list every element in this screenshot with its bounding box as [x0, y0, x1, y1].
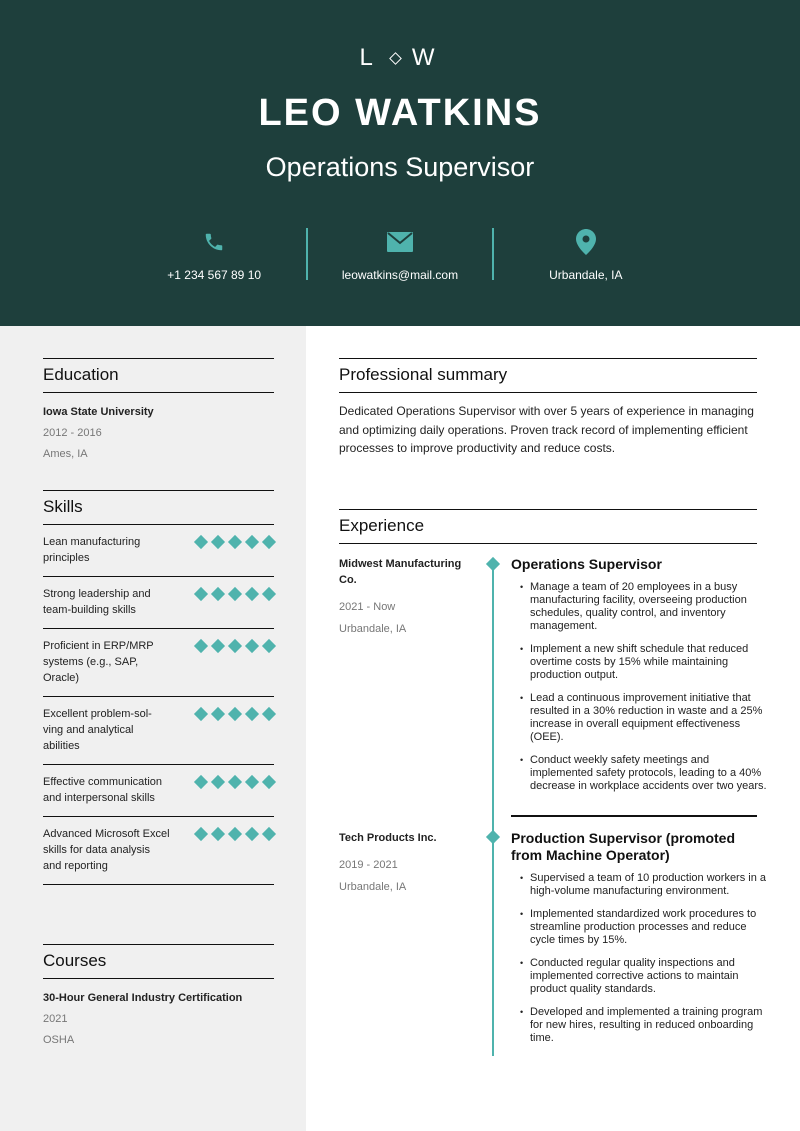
summary-text: Dedicated Operations Supervisor with over 5 years of experience in managing and optimizing daily operations. Proven track record of implementing efficient processes to improve productivity and reduce costs.	[339, 404, 754, 455]
job-bullet: • Conducted regular quality inspections and implemented corrective actions to maintain product quality standards.	[511, 957, 769, 996]
skill-name: Effective communication and interpersonal skills	[43, 776, 163, 804]
rating-diamond-icon	[245, 707, 259, 721]
skill-name: Advanced Microsoft Excel skills for data analysis and reporting	[43, 828, 170, 872]
monogram-right: W	[411, 44, 441, 71]
job-meta	[339, 556, 479, 635]
phone-text[interactable]: +1 234 567 89 10	[167, 268, 262, 282]
contact-bar	[122, 228, 678, 284]
rating-diamond-icon	[211, 535, 225, 549]
job-company: Midwest Manufacturing Co.	[339, 558, 462, 586]
summary-heading: Professional summary	[339, 358, 757, 393]
job-bullet: • Manage a team of 20 employees in a busy manufacturing facility, overseeing production schedules, quality control, and inventory management.	[511, 581, 769, 633]
diamond-icon	[389, 52, 402, 65]
skill-rating	[196, 774, 274, 806]
location-text: Urbandale, IA	[549, 268, 623, 282]
skill-name: Excellent problem-sol-ving and analytical abilities	[43, 708, 152, 752]
skill-rating	[196, 706, 274, 754]
course-year: 2021	[43, 1013, 68, 1025]
rating-diamond-icon	[211, 775, 225, 789]
education-location: Ames, IA	[43, 448, 88, 460]
job-divider	[511, 815, 757, 817]
skills-section	[43, 490, 274, 885]
experience-section	[339, 509, 757, 544]
rating-diamond-icon	[262, 707, 276, 721]
job-meta	[339, 830, 479, 893]
courses-section	[43, 944, 274, 1046]
rating-diamond-icon	[228, 535, 242, 549]
education-heading: Education	[43, 358, 274, 393]
rating-diamond-icon	[194, 587, 208, 601]
experience-timeline	[492, 563, 494, 1056]
rating-diamond-icon	[194, 775, 208, 789]
contact-email	[308, 228, 492, 284]
rating-diamond-icon	[262, 827, 276, 841]
summary-section	[339, 358, 757, 458]
candidate-name: LEO WATKINS	[258, 92, 542, 134]
experience-heading: Experience	[339, 509, 757, 544]
rating-diamond-icon	[245, 535, 259, 549]
rating-diamond-icon	[228, 707, 242, 721]
skill-rating	[196, 826, 274, 874]
rating-diamond-icon	[211, 587, 225, 601]
skill-row	[43, 629, 274, 697]
monogram-left: L	[359, 44, 379, 71]
skill-row	[43, 525, 274, 577]
rating-diamond-icon	[262, 639, 276, 653]
job-bullet: • Implemented standardized work procedures to streamline production processes and reduce cycle times by 15%.	[511, 908, 769, 947]
phone-icon	[203, 231, 225, 253]
rating-diamond-icon	[194, 639, 208, 653]
rating-diamond-icon	[262, 587, 276, 601]
rating-diamond-icon	[245, 775, 259, 789]
rating-diamond-icon	[228, 827, 242, 841]
job-location: Urbandale, IA	[339, 623, 407, 635]
rating-diamond-icon	[228, 639, 242, 653]
skill-row	[43, 577, 274, 629]
rating-diamond-icon	[245, 827, 259, 841]
job-company: Tech Products Inc.	[339, 832, 437, 844]
skill-row	[43, 765, 274, 817]
skills-heading: Skills	[43, 490, 274, 525]
timeline-diamond-icon	[486, 830, 500, 844]
job-bullet: • Lead a continuous improvement initiative that resulted in a 30% reduction in waste and a 25% increase in overall equipment effectiveness (OEE).	[511, 692, 769, 744]
skills-list	[43, 525, 274, 885]
rating-diamond-icon	[194, 707, 208, 721]
skill-rating	[196, 638, 274, 686]
contact-location	[494, 228, 678, 284]
job-location: Urbandale, IA	[339, 881, 407, 893]
job-dates: 2019 - 2021	[339, 859, 398, 871]
education-years: 2012 - 2016	[43, 427, 102, 439]
rating-diamond-icon	[245, 587, 259, 601]
timeline-diamond-icon	[486, 557, 500, 571]
candidate-role: Operations Supervisor	[265, 152, 535, 182]
contact-phone	[122, 228, 306, 284]
rating-diamond-icon	[194, 535, 208, 549]
rating-diamond-icon	[211, 639, 225, 653]
job-bullet: • Supervised a team of 10 production workers in a high-volume manufacturing environment.	[511, 872, 769, 898]
job-title: Operations Supervisor	[511, 556, 662, 572]
resume-header	[0, 0, 800, 326]
email-text[interactable]: leowatkins@mail.com	[341, 268, 459, 282]
monogram-logo	[0, 44, 800, 72]
rating-diamond-icon	[211, 827, 225, 841]
courses-heading: Courses	[43, 944, 274, 979]
skill-rating	[196, 586, 274, 618]
rating-diamond-icon	[194, 827, 208, 841]
job-title: Production Supervisor (promoted from Machine Operator)	[511, 830, 736, 863]
job-dates: 2021 - Now	[339, 601, 396, 613]
job-bullets	[511, 581, 769, 793]
skill-name: Lean manufacturing principles	[43, 536, 141, 564]
job-bullets	[511, 872, 769, 1045]
location-pin-icon	[576, 229, 596, 255]
skill-row	[43, 697, 274, 765]
mail-icon	[387, 232, 413, 252]
course-name: 30-Hour General Industry Certification	[43, 992, 243, 1004]
education-section	[43, 358, 274, 460]
rating-diamond-icon	[245, 639, 259, 653]
rating-diamond-icon	[228, 775, 242, 789]
job-bullet: • Implement a new shift schedule that reduced overtime costs by 15% while maintaining production output.	[511, 643, 769, 682]
job-bullet: • Developed and implemented a training program for new hires, resulting in reduced onboarding time.	[511, 1006, 769, 1045]
rating-diamond-icon	[211, 707, 225, 721]
job-bullet: • Conduct weekly safety meetings and implemented safety protocols, leading to a 40% decrease in workplace accidents over two years.	[511, 754, 769, 793]
rating-diamond-icon	[262, 775, 276, 789]
skill-row	[43, 817, 274, 885]
rating-diamond-icon	[262, 535, 276, 549]
education-school: Iowa State University	[43, 406, 154, 418]
rating-diamond-icon	[228, 587, 242, 601]
skill-name: Proficient in ERP/MRP systems (e.g., SAP, Oracle)	[43, 640, 154, 684]
job-details	[511, 830, 769, 1055]
skill-rating	[196, 534, 274, 566]
course-provider: OSHA	[43, 1034, 75, 1046]
skill-name: Strong leadership and team-building skills	[43, 588, 151, 616]
job-details	[511, 556, 769, 803]
